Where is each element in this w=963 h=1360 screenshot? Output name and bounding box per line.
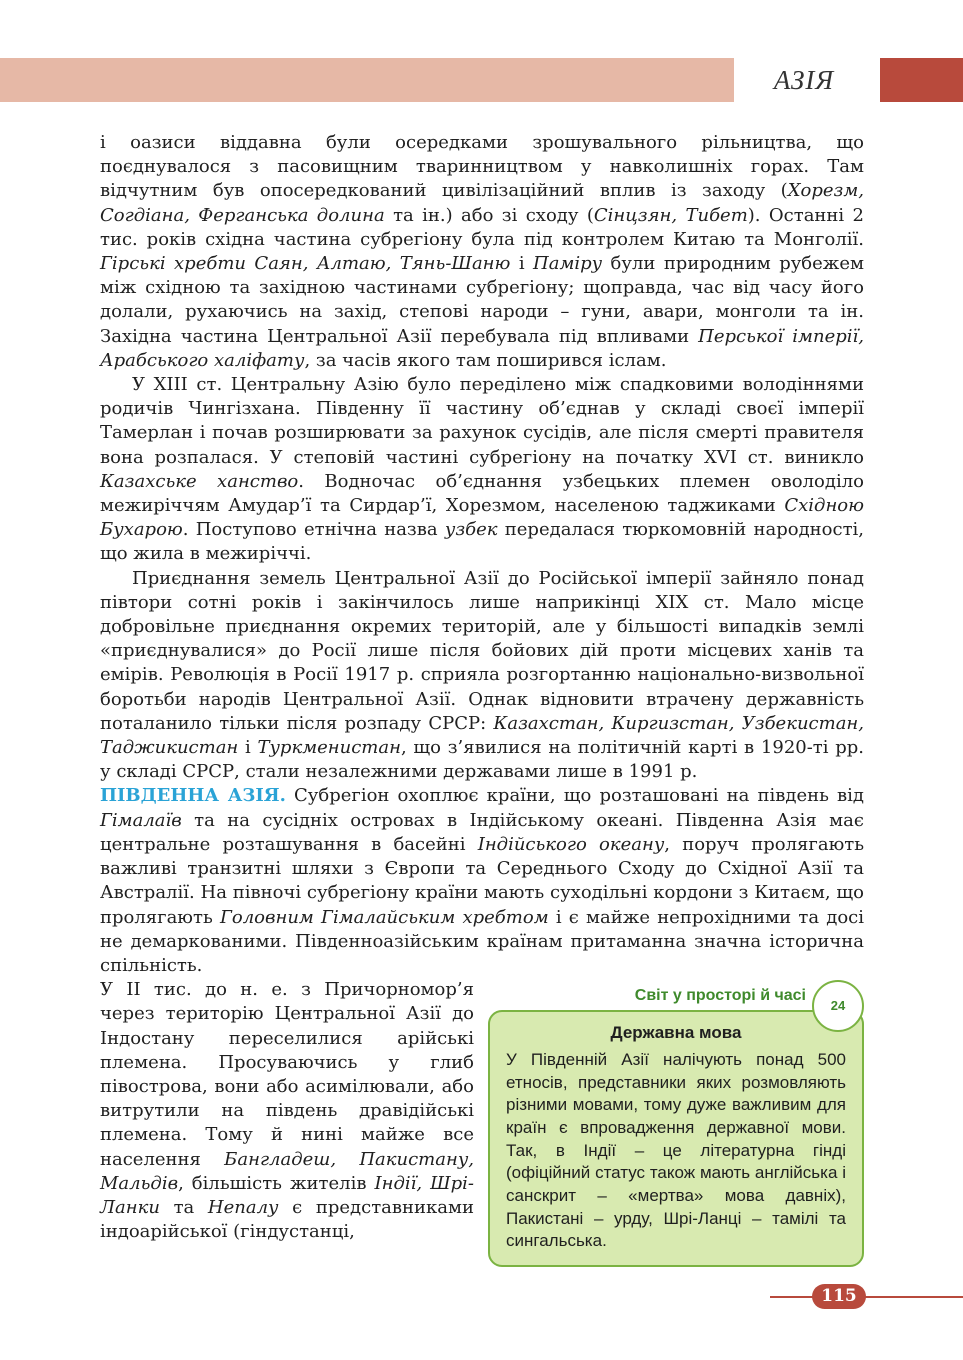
italic-term: Східною Бухарою (100, 495, 864, 541)
two-column-section (100, 978, 864, 1267)
page-number: 115 (812, 1284, 866, 1309)
italic-term: Паміру (533, 253, 603, 275)
italic-term: Хорезм, Согдіана, Ферганська долина (100, 180, 864, 226)
sidebar-series-title: Світ у просторі й часі (634, 987, 806, 1005)
paragraph: і оазиси віддавна були осередками зрошувального рільництва, що поєднувалося з пасовищним тваринництвом у навколишніх горах. Там відчутним був опосередкований цивілізаційний вплив із заходу (Хорезм, Согдіана, Ферганська долина та ін.) або зі сходу (Сінцзян, Тибет). Останні 2 тис. років східна частина субрегіону була під контролем Китаю та Монголії. Гірські хребти Саян, Алтаю, Тянь-Шаню і Паміру були природним рубежем між східною та західною частинами субрегіону; щоправда, час від часу його долали, рухаючись на захід, степові народи – гуни, авари, монголи та ін. Західна частина Центральної Азії перебувала під впливами Перської імперії, Арабського халіфату, за часів якого там поширився іслам. (100, 132, 865, 371)
italic-term: Сінцзян, Тибет (593, 204, 748, 226)
page-number-line (770, 1296, 963, 1298)
header-color-block (880, 58, 963, 102)
italic-term: Казахське ханство (100, 470, 299, 492)
sidebar-heading: Державна мова (610, 1023, 742, 1043)
page-body (100, 131, 864, 1267)
chapter-title: АЗІЯ (773, 65, 835, 95)
italic-term: Бангладеш, Пакистану, Мальдів (100, 1148, 474, 1194)
italic-term: Головним Гімалайським хребтом (219, 906, 549, 928)
sidebar-text: У Південній Азії налічують понад 500 етносів, представники яких розмовляють різними мовами, тому дуже важливим для країн є впровадження державної мови. Так, в Індії – це літературна гінді (офіційний статус також мають англійська і санскрит – «мертва» мова давніх), Пакистані – урду, Шрі-Ланці – тамілі та сингальська. (506, 1049, 846, 1251)
italic-term: Гірські хребти Саян, Алтаю, Тянь-Шаню (100, 253, 511, 275)
paragraph: Приєднання земель Центральної Азії до Російської імперії зайняло понад півтори сотні років і закінчилось лише наприкінці XIX ст. Мало місце добровільне приєднання окремих територій, але у більшості випадків землі «приєднувалися» до Росії лише після бойових дій проти місцевих ханів та емірів. Революція в Росії 1917 р. сприяла розгортанню національно-визвольної боротьби народів Центральної Азії. Однак відновити втрачену державність поталанило тільки після розпаду СРСР: Казахстан, Киргизстан, Узбекистан, Таджикистан і Туркменистан, що з’явилися на політичній карті в 1920-ті рр. у складі СРСР, стали незалежними державами лише в 1991 р. (100, 567, 865, 783)
sidebar-box (488, 1010, 864, 1267)
section-paragraph: ПІВДЕННА АЗІЯ. Субрегіон охоплює країни, що розташовані на південь від Гімалаїв та на сусідніх островах в Індійському океані. Південна Азія має центральне розташування в басейні Індійського океану, поруч пролягають важливі транзитні шляхи з Європи та Середнього Сходу до Східної Азії та Австралії. На півночі субрегіону країни мають суходільні кордони з Китаєм, що пролягають Головним Гімалайським хребтом і є майже непрохідними та досі не демаркованими. Південноазійським країнам притаманна значна історична спільність. (100, 785, 865, 976)
left-column-text: У II тис. до н. е. з Причорномор’я через територію Центральної Азії до Індостану переселилися арійські племена. Просуваючись у глиб півострова, вони або асимілювали, або витрутили на південь дравідійські племена. Тому й нині майже все населення Бангладеш, Пакистану, Мальдів, більшість жителів Індії, Шрі-Ланки та Непалу є представниками індоарійської (гіндустанці, (100, 979, 475, 1243)
italic-term: узбек (444, 519, 498, 541)
header-band (0, 58, 734, 102)
italic-term: Індії, Шрі-Ланки (100, 1172, 475, 1218)
sidebar (488, 982, 864, 1267)
italic-term: Гімалаїв (100, 809, 182, 831)
italic-term: Індійського океану (477, 833, 665, 855)
globe-badge-icon: 24 (812, 980, 864, 1032)
italic-term: Туркменистан (257, 737, 401, 759)
italic-term: Перської імперії, Арабського халіфату (100, 325, 864, 371)
italic-term: Казахстан, Киргизстан, Узбекистан, Таджикистан (100, 712, 865, 759)
section-heading: ПІВДЕННА АЗІЯ. (100, 785, 286, 807)
paragraph: У XIII ст. Центральну Азію було переділено між спадковими володіннями родичів Чингізхана. Південну її частину об’єднав у складі своєї імперії Тамерлан і почав розширювати за рахунок сусідів, але після смерті правителя вона розпалася. У степовій частині субрегіону на початку XVI ст. виникло Казахське ханство. Водночас об’єднання узбецьких племен оволоділо межиріччям Амудар’ї та Сирдар’ї, Хорезмом, населеною таджиками Східною Бухарою. Поступово етнічна назва узбек передалася тюркомовній народності, що жила в межиріччі. (100, 374, 865, 565)
italic-term: Непалу (207, 1196, 279, 1218)
